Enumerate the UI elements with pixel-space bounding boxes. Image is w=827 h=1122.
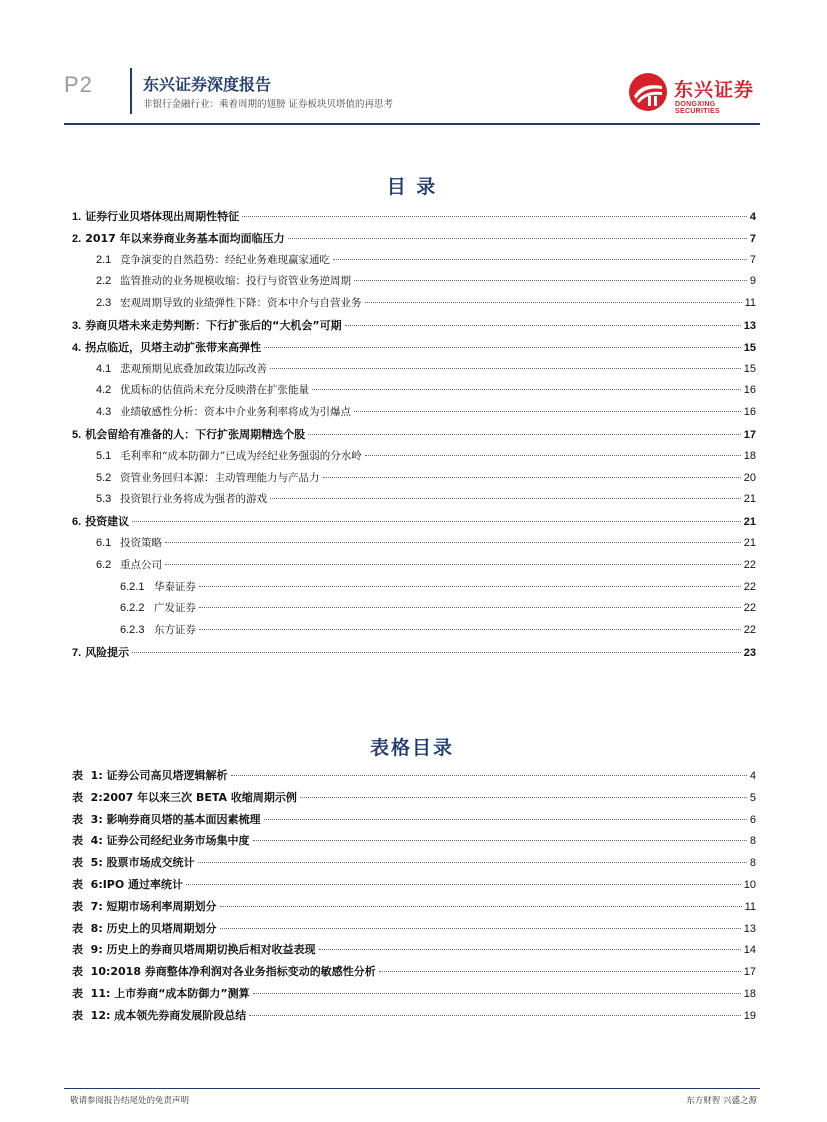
toc-entry[interactable] — [72, 579, 756, 601]
dot-leader — [354, 280, 747, 281]
table-list-page: 5 — [749, 791, 756, 804]
dot-leader — [253, 993, 741, 994]
table-of-contents — [72, 208, 756, 666]
dot-leader — [220, 906, 742, 907]
toc-entry[interactable] — [72, 361, 756, 383]
toc-entry[interactable] — [72, 426, 756, 448]
toc-entry-page: 22 — [743, 624, 756, 637]
toc-entry-text: 优质标的估值尚未充分反映潜在扩张能量 — [120, 384, 309, 397]
toc-entry-text: 拐点临近，贝塔主动扩张带来高弹性 — [85, 340, 262, 354]
table-list-page: 19 — [743, 1009, 756, 1022]
toc-entry-page: 13 — [743, 319, 756, 332]
toc-entry-page: 21 — [743, 493, 756, 506]
toc-entry-number: 5.3 — [96, 493, 112, 506]
toc-entry-number: 6.2 — [96, 558, 112, 571]
toc-entry-number: 1. — [72, 211, 82, 223]
toc-entry-text: 机会留给有准备的人：下行扩张周期精选个股 — [85, 427, 306, 441]
toc-entry-text: 悲观预期见底叠加政策边际改善 — [120, 362, 267, 375]
table-list-page: 4 — [749, 770, 756, 782]
toc-entry-page: 16 — [743, 406, 756, 419]
toc-entry-page: 17 — [743, 428, 756, 441]
table-list-page: 17 — [743, 966, 756, 979]
dot-leader — [242, 216, 747, 217]
toc-entry[interactable] — [72, 230, 756, 252]
toc-entry-number: 4.1 — [96, 362, 112, 375]
dot-leader — [199, 586, 741, 587]
toc-entry-number: 2. — [72, 232, 82, 245]
toc-entry-page: 21 — [743, 536, 756, 549]
dot-leader — [354, 411, 741, 412]
toc-entry-number: 2.2 — [96, 275, 112, 288]
logo-chinese-name: 东兴证券 — [674, 79, 755, 101]
toc-entry-page: 7 — [749, 232, 756, 245]
toc-entry-page: 11 — [744, 297, 756, 310]
table-list-entry[interactable] — [72, 1007, 756, 1029]
table-list-label: 表 10:2018 券商整体净利润对各业务指标变动的敏感性分析 — [72, 965, 376, 979]
table-list-entry[interactable] — [72, 876, 756, 898]
toc-entry[interactable] — [72, 600, 756, 622]
dot-leader — [365, 302, 742, 303]
table-list-entry[interactable] — [72, 811, 756, 833]
toc-entry[interactable] — [72, 557, 756, 579]
dot-leader — [323, 477, 741, 478]
toc-entry-text: 业绩敏感性分析：资本中介业务利率将成为引爆点 — [120, 406, 351, 419]
toc-entry-number: 2.1 — [96, 253, 112, 266]
table-list-page: 14 — [743, 944, 756, 957]
table-list-label: 表 7: 短期市场利率周期划分 — [72, 899, 217, 913]
table-list-label: 表 2:2007 年以来三次 BETA 收缩周期示例 — [72, 790, 297, 804]
table-list-label: 表 1: 证券公司高贝塔逻辑解析 — [72, 769, 228, 782]
toc-entry[interactable] — [72, 273, 756, 295]
toc-title: 目 录 — [386, 176, 438, 198]
toc-entry-page: 22 — [743, 602, 756, 615]
toc-entry-page: 22 — [743, 580, 756, 593]
toc-entry-text: 华泰证券 — [154, 580, 196, 593]
toc-entry-page: 15 — [743, 341, 756, 354]
dot-leader — [288, 238, 747, 239]
toc-entry-text: 竞争演变的自然趋势：经纪业务难现赢家通吃 — [120, 253, 330, 266]
toc-entry-text: 资管业务回归本源：主动管理能力与产品力 — [120, 471, 320, 484]
toc-entry-page: 22 — [743, 558, 756, 571]
table-list-label: 表 3: 影响券商贝塔的基本面因素梳理 — [72, 812, 261, 826]
header-rule — [64, 123, 760, 125]
table-list-entry[interactable] — [72, 963, 756, 985]
toc-entry[interactable] — [72, 295, 756, 317]
table-list-label: 表 5: 股票市场成交统计 — [72, 856, 195, 870]
toc-entry-text: 投资银行业务将成为强者的游戏 — [120, 493, 267, 506]
toc-entry-text: 宏观周期导致的业绩弹性下降：资本中介与自营业务 — [120, 297, 362, 310]
dot-leader — [249, 1015, 741, 1016]
footer-rule — [64, 1088, 760, 1089]
footer-slogan: 东方财智 兴盛之源 — [686, 1096, 757, 1106]
toc-entry-number: 6.2.2 — [120, 602, 145, 615]
toc-entry-page: 15 — [743, 362, 756, 375]
dot-leader — [165, 542, 741, 543]
dongxing-logo — [628, 72, 758, 116]
toc-entry-number: 4.2 — [96, 384, 112, 397]
tables-of-contents — [72, 767, 756, 1029]
dot-leader — [365, 455, 741, 456]
table-list-page: 11 — [744, 900, 756, 913]
toc-entry[interactable] — [72, 404, 756, 426]
toc-entry-page: 18 — [743, 449, 756, 462]
dot-leader — [132, 652, 741, 653]
toc-entry[interactable] — [72, 470, 756, 492]
dot-leader — [199, 607, 741, 608]
dot-leader — [264, 347, 741, 348]
table-list-label: 表 11: 上市券商“成本防御力”测算 — [72, 986, 250, 1000]
table-list-entry[interactable] — [72, 941, 756, 963]
toc-entry-number: 6.2.1 — [120, 580, 145, 593]
table-list-page: 8 — [749, 835, 756, 848]
toc-entry-text: 毛利率和“成本防御力”已成为经纪业务强弱的分水岭 — [120, 449, 362, 462]
dot-leader — [198, 862, 747, 863]
dot-leader — [132, 521, 741, 522]
table-list-entry[interactable] — [72, 767, 756, 789]
toc-entry-text: 券商贝塔未来走势判断：下行扩张后的“大机会”可期 — [85, 318, 342, 332]
toc-entry-number: 5. — [72, 428, 82, 441]
page-number: P2 — [64, 72, 93, 97]
dot-leader — [308, 434, 741, 435]
dot-leader — [199, 629, 741, 630]
table-list-page: 13 — [743, 922, 756, 935]
dot-leader — [186, 884, 741, 885]
toc-entry-number: 6.1 — [96, 536, 112, 549]
toc-entry[interactable] — [72, 513, 756, 535]
table-list-label: 表 6:IPO 通过率统计 — [72, 877, 184, 891]
table-list-page: 10 — [743, 878, 756, 891]
dot-leader — [165, 564, 741, 565]
toc-entry[interactable] — [72, 644, 756, 666]
dot-leader — [300, 797, 747, 798]
report-subtitle: 非银行金融行业：乘着周期的翅膀 证券板块贝塔值的再思考 — [143, 99, 394, 110]
dot-leader — [264, 819, 747, 820]
toc-entry[interactable] — [72, 317, 756, 339]
toc-entry-page: 7 — [749, 253, 756, 266]
toc-entry[interactable] — [72, 208, 756, 230]
dot-leader — [312, 389, 741, 390]
dot-leader — [231, 775, 747, 776]
toc-entry[interactable] — [72, 491, 756, 513]
toc-entry-page: 9 — [749, 275, 756, 288]
toc-entry-page: 21 — [743, 516, 756, 529]
table-list-label: 表 8: 历史上的贝塔周期划分 — [72, 921, 217, 935]
dot-leader — [333, 259, 747, 260]
toc-entry[interactable] — [72, 382, 756, 404]
toc-entry-number: 2.3 — [96, 297, 112, 310]
logo-english-name: DONGXING SECURITIES — [675, 101, 721, 115]
table-list-label: 表 9: 历史上的券商贝塔周期切换后相对收益表现 — [72, 943, 316, 957]
table-list-entry[interactable] — [72, 832, 756, 854]
table-list-label: 表 12: 成本领先券商发展阶段总结 — [72, 1008, 247, 1022]
dot-leader — [270, 498, 741, 499]
table-list-entry[interactable] — [72, 854, 756, 876]
dongxing-logo-icon — [628, 72, 668, 112]
table-list-entry[interactable] — [72, 898, 756, 920]
footer-disclaimer: 敬请参阅报告结尾处的免责声明 — [70, 1096, 190, 1106]
toc-entry[interactable] — [72, 339, 756, 361]
toc-entry-number: 7. — [72, 646, 82, 659]
toc-entry-page: 4 — [749, 211, 756, 223]
dot-leader — [270, 368, 741, 369]
toc-entry-page: 20 — [743, 471, 756, 484]
toc-entry-text: 重点公司 — [120, 558, 162, 571]
toc-entry[interactable] — [72, 535, 756, 557]
header-divider — [130, 68, 132, 114]
table-list-page: 8 — [749, 857, 756, 870]
toc-entry-text: 投资策略 — [120, 536, 162, 549]
dot-leader — [253, 840, 747, 841]
toc-entry[interactable] — [72, 448, 756, 470]
toc-entry-number: 4.3 — [96, 406, 112, 419]
toc-entry-number: 6.2.3 — [120, 624, 145, 637]
toc-entry-number: 5.1 — [96, 449, 112, 462]
table-list-page: 18 — [743, 987, 756, 1000]
report-title: 东兴证券深度报告 — [143, 75, 272, 94]
toc-entry-number: 3. — [72, 319, 82, 332]
toc-entry-number: 6. — [72, 516, 82, 529]
toc-entry-text: 东方证券 — [154, 624, 196, 637]
dot-leader — [379, 971, 741, 972]
toc-entry-page: 16 — [743, 384, 756, 397]
toc-entry-number: 5.2 — [96, 471, 112, 484]
toc-entry-text: 监管推动的业务规模收缩：投行与资管业务逆周期 — [120, 275, 351, 288]
toc-entry-text: 投资建议 — [85, 515, 130, 529]
dot-leader — [319, 949, 741, 950]
table-list-page: 6 — [749, 813, 756, 826]
table-list-entry[interactable] — [72, 789, 756, 811]
tables-toc-title: 表格目录 — [369, 737, 454, 759]
toc-entry-text: 证券行业贝塔体现出周期性特征 — [85, 210, 240, 223]
table-list-entry[interactable] — [72, 985, 756, 1007]
table-list-entry[interactable] — [72, 920, 756, 942]
toc-entry-text: 2017 年以来券商业务基本面均面临压力 — [85, 231, 285, 245]
toc-entry-number: 4. — [72, 341, 82, 354]
dot-leader — [220, 928, 741, 929]
toc-entry-page: 23 — [743, 646, 756, 659]
table-list-label: 表 4: 证券公司经纪业务市场集中度 — [72, 834, 250, 848]
dot-leader — [345, 325, 741, 326]
toc-entry-text: 广发证券 — [154, 602, 196, 615]
toc-entry[interactable] — [72, 252, 756, 274]
toc-entry[interactable] — [72, 622, 756, 644]
toc-entry-text: 风险提示 — [85, 645, 130, 659]
